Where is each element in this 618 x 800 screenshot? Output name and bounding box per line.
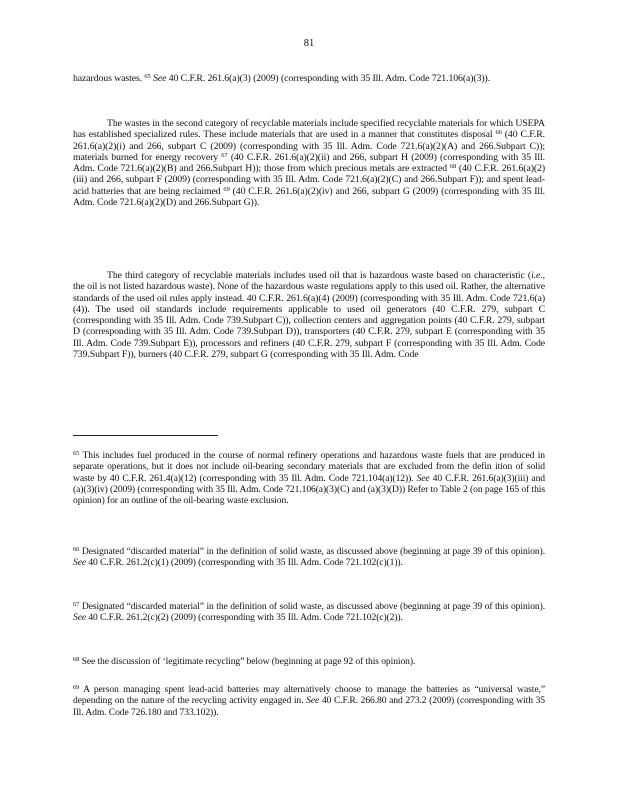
paragraph-second-category (73, 118, 545, 208)
footnote-67 (73, 601, 545, 624)
text-run: 40 C.F.R. 261.6(a)(3) (2009) (corresponding with 35 Ill. Adm. Code 721.106(a)(3)). (166, 73, 491, 84)
page-number: 81 (303, 38, 315, 49)
footnote-number: 67 (73, 601, 80, 608)
text-run: (40 C.F.R. 261.6(a)(2)(ii) and 266, subpart H (2009) (corresponding with 35 Ill. Adm. Code 721.6(a)(2)(B) and 266.Subpart H)); those from which precious metals are extracted (73, 151, 545, 175)
footnote-ref-66[interactable]: 66 (495, 129, 502, 137)
paragraph-continuation (73, 73, 545, 84)
italic-ie: i.e. (531, 270, 543, 281)
footnote-69 (73, 684, 545, 718)
footnote-ref-65[interactable]: 65 (144, 73, 151, 80)
footnote-text: Designated “discarded material” in the definition of solid waste, as discussed above (beginning at page 39 of this opinion). (79, 546, 545, 557)
footnote-ref-69[interactable]: 69 (223, 185, 230, 193)
footnote-ref-67[interactable]: 67 (221, 151, 228, 159)
footnote-65 (73, 450, 545, 506)
body-text (73, 118, 545, 208)
body-text (73, 270, 545, 360)
signal-see: See (73, 557, 87, 569)
signal-see: See (73, 612, 87, 624)
footnote-text: A person managing spent lead-acid batteries may alternatively choose to manage the batteries as “universal waste,” depending on the nature of the recycling activity engaged in. (73, 684, 545, 707)
footnote-number: 68 (73, 656, 80, 663)
text-run: hazardous wastes. (73, 73, 143, 84)
footnote-separator (73, 435, 218, 436)
footnote-number: 69 (73, 684, 80, 691)
footnote-text: 40 C.F.R. 261.2(c)(2) (2009) (corresponding with 35 Ill. Adm. Code 721.102(c)(2)). (86, 612, 403, 624)
signal-see: See (416, 472, 430, 484)
footnote-66 (73, 546, 545, 569)
text-run: The third category of recyclable materials includes used oil that is hazardous waste based on characteristic ( (107, 270, 532, 281)
footnote-text: 40 C.F.R. 266.80 and 273.2 (2009) (corresponding with 35 Ill. Adm. Code 726.180 and 733.102)). (73, 695, 546, 718)
footnote-text: Designated “discarded material” in the definition of solid waste, as discussed above (beginning at page 39 of this opinion). (79, 601, 545, 612)
footnote-text: 40 C.F.R. 261.6(a)(3)(iii) and (a)(3)(iv) (2009) (corresponding with 35 Ill. Adm. Code 721.106(a)(3)(C) and (a)(3)(D)) Refer to Table 2 (on page 165 of this opinion) for an outline of the oil-bearing waste exclusion. (73, 472, 545, 507)
signal-see: See (306, 695, 320, 707)
footnote-number: 66 (73, 546, 80, 553)
footnote-ref-68[interactable]: 68 (449, 163, 457, 171)
body-text (73, 73, 545, 84)
text-run: (40 C.F.R. 261.6(a)(2)(i) and 266, subpart C (2009) (corresponding with 35 Ill. Adm. Code 721.6(a)(2)(A) and 266.Subpart C)); materials burned for energy recovery (73, 129, 545, 163)
text-run: The wastes in the second category of recyclable materials include specified recyclable materials for which USEPA has established specialized rules. These include materials that are used in a manner that constitutes disposal (73, 118, 545, 141)
footnote-number: 65 (73, 450, 80, 457)
footnote-text: This includes fuel produced in the course of normal refinery operations and hazardous waste fuels that are produced in separate operations, but it does not include oil-bearing secondary materials that are excluded from the defin ition of solid waste by 40 C.F.R. 261.4(a)(12) (corresponding with 35 Ill. Adm. Code 721.104(a)(12)). (73, 450, 545, 484)
paragraph-third-category (73, 270, 545, 360)
footnote-68 (73, 656, 545, 667)
text-run: (40 C.F.R. 261.6(a)(2)(iii) and 266, subpart F (2009) (corresponding with 35 Ill. Adm. Code 721.6(a)(2)(C) and 266.Subpart F)); and spent lead-acid batteries that are being reclaimed (73, 163, 546, 197)
text-run: , the oil is not listed hazardous waste). None of the hazardous waste regulations apply to this used oil. Rather, the alternative standards of the used oil rules apply instead. 40 C.F.R. 261.6(a)(4) (2009) (corresponding with 35 Ill. Adm. Code 721.6(a)(4)). The used oil standards include requirements applicable to used oil generators (40 C.F.R. 279, subpart C (corresponding with 35 Ill. Adm. Code 739.Subpart C)), collection centers and aggregation points (40 C.F.R. 279, subpart D (corresponding with 35 Ill. Adm. Code 739.Subpart D)), transporters (40 C.F.R. 279, subpart E (corresponding with 35 Ill. Adm. Code 739.Subpart E)), processors and refiners (40 C.F.R. 279, subpart F (corresponding with 35 Ill. Adm. Code 739.Subpart F)), burners (40 C.F.R. 279, subpart G (corresponding with 35 Ill. Adm. Code (73, 270, 545, 361)
footnote-text: 40 C.F.R. 261.2(c)(1) (2009) (corresponding with 35 Ill. Adm. Code 721.102(c)(1)). (86, 557, 403, 569)
signal-see: See (153, 73, 167, 84)
footnote-text: See the discussion of ‘legitimate recycling” below (beginning at page 92 of this opinion). (79, 656, 416, 667)
text-run: (40 C.F.R. 261.6(a)(2)(iv) and 266, subpart G (2009) (corresponding with 35 Ill. Adm. Code 721.6(a)(2)(D) and 266.Subpart G)). (73, 185, 545, 209)
